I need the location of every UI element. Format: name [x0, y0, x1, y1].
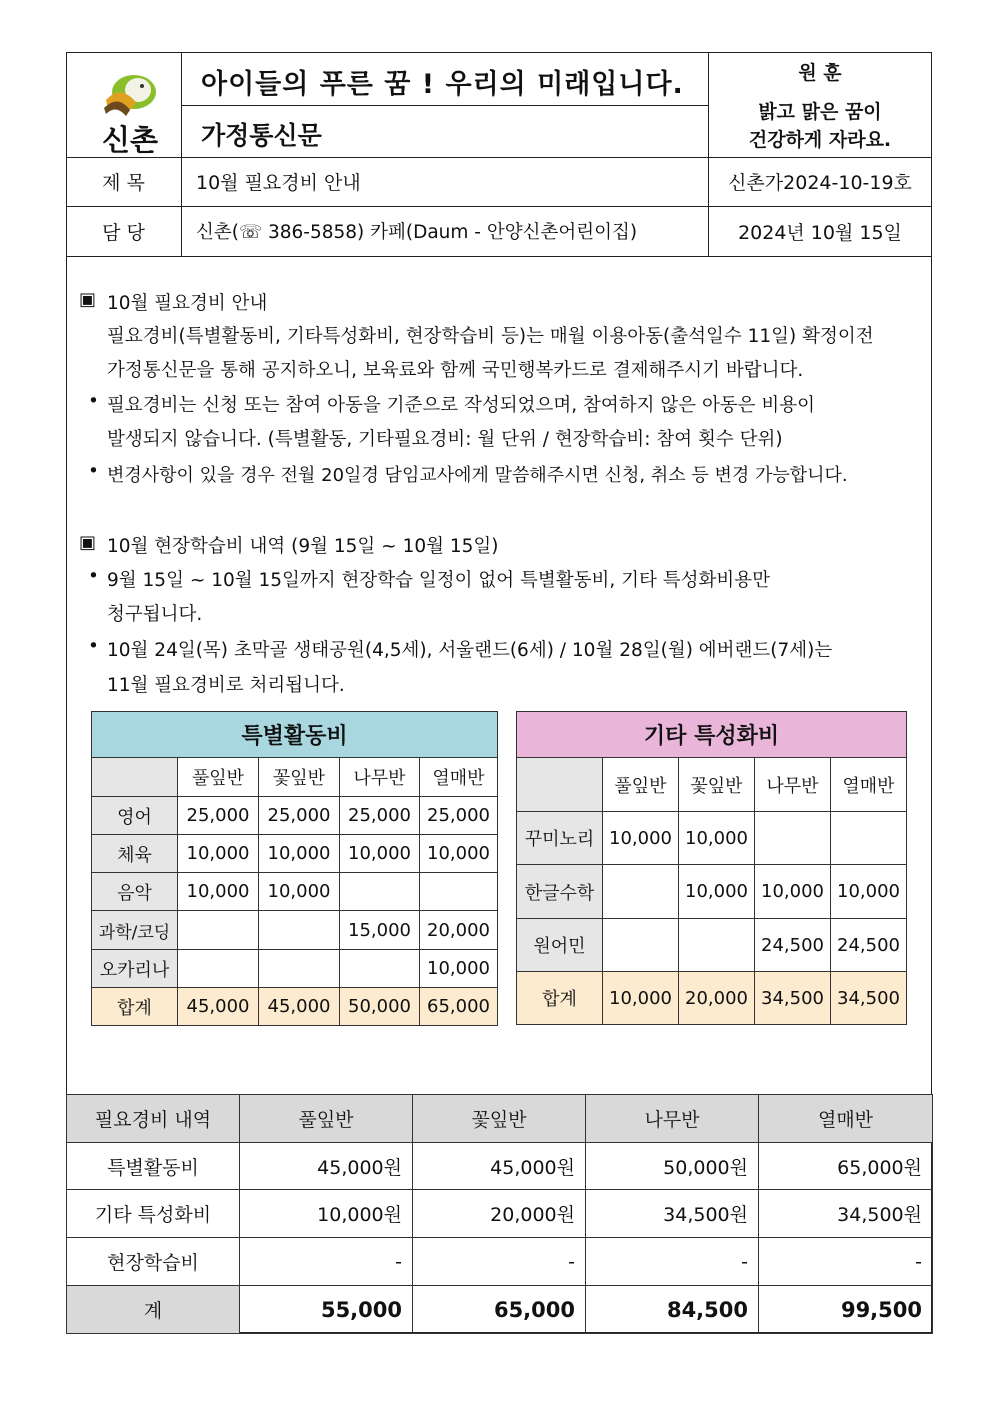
column-header: 풀잎반: [178, 758, 259, 797]
bullet-icon: •: [88, 391, 99, 412]
summary-table: [66, 1094, 933, 1334]
cell: 10,000: [755, 865, 831, 919]
cell: 20,000원: [413, 1190, 586, 1238]
motto-title: 원 훈: [798, 62, 842, 84]
bullet-text: 11월 필요경비로 처리됩니다.: [107, 675, 345, 696]
page-title: 가정통신문: [201, 121, 322, 150]
total-label: 합계: [92, 988, 178, 1026]
issue-date: 2024년 10월 15일: [738, 222, 902, 244]
section-title: 10월 현장학습비 내역 (9월 15일 ~ 10월 15일): [107, 536, 499, 557]
column-header: 열매반: [420, 758, 498, 797]
square-bullet-icon: ▣: [79, 532, 97, 553]
column-header: 나무반: [586, 1095, 759, 1143]
bullet-text: 변경사항이 있을 경우 전월 20일경 담임교사에게 말씀해주시면 신청, 취소 등 변경 가능합니다.: [107, 465, 848, 486]
cell: [420, 873, 498, 911]
row-label: 영어: [92, 797, 178, 835]
corner-cell: [92, 758, 178, 797]
row-label: 음악: [92, 873, 178, 911]
column-header: 꽃잎반: [679, 758, 755, 812]
contact-label: 담 당: [102, 222, 145, 244]
column-header: 꽃잎반: [259, 758, 340, 797]
divider: [181, 52, 182, 256]
divider: [66, 256, 932, 257]
cell: 10,000: [420, 950, 498, 988]
column-header: 필요경비 내역: [67, 1095, 240, 1143]
cell: 45,000원: [240, 1143, 413, 1190]
cell: -: [413, 1238, 586, 1286]
paragraph: 가정통신문을 통해 공지하오니, 보육료와 함께 국민행복카드로 결제해주시기 바랍니다.: [107, 360, 804, 381]
row-label: 현장학습비: [67, 1238, 240, 1286]
total-label: 계: [67, 1286, 240, 1334]
bullet-icon: •: [88, 566, 99, 587]
row-label: 체육: [92, 835, 178, 873]
total-cell: 34,500: [831, 972, 907, 1025]
square-bullet-icon: ▣: [79, 289, 97, 310]
row-label: 기타 특성화비: [67, 1190, 240, 1238]
cell: 25,000: [420, 797, 498, 835]
cell: 24,500: [831, 919, 907, 972]
cell: -: [586, 1238, 759, 1286]
bullet-text: 9월 15일 ~ 10월 15일까지 현장학습 일정이 없어 특별활동비, 기타 특성화비용만: [107, 570, 770, 591]
cell: -: [240, 1238, 413, 1286]
cell: [340, 873, 420, 911]
cell: 10,000: [679, 865, 755, 919]
total-cell: 20,000: [679, 972, 755, 1025]
total-cell: 65,000: [413, 1286, 586, 1334]
cell: 65,000원: [759, 1143, 933, 1190]
cell: [259, 911, 340, 950]
cell: 25,000: [340, 797, 420, 835]
row-label: 원어민: [517, 919, 603, 972]
table-title: 특별활동비: [92, 712, 498, 758]
cell: 10,000: [178, 873, 259, 911]
cell: -: [759, 1238, 933, 1286]
corner-cell: [517, 758, 603, 812]
column-header: 나무반: [755, 758, 831, 812]
bullet-text: 10월 24일(목) 초막골 생태공원(4,5세), 서울랜드(6세) / 10월 28일(월) 에버랜드(7세)는: [107, 640, 833, 661]
subject-label: 제 목: [102, 172, 145, 194]
cell: [340, 950, 420, 988]
cell: 10,000: [420, 835, 498, 873]
column-header: 풀잎반: [240, 1095, 413, 1143]
table-title: 기타 특성화비: [517, 712, 907, 758]
section-title: 10월 필요경비 안내: [107, 293, 268, 314]
contact: 신촌(☏ 386-5858) 카페(Daum - 안양신촌어린이집): [196, 222, 638, 243]
row-label: 한글수학: [517, 865, 603, 919]
cell: 50,000원: [586, 1143, 759, 1190]
column-header: 풀잎반: [603, 758, 679, 812]
total-cell: 34,500: [755, 972, 831, 1025]
logo-text: 신촌: [102, 123, 159, 157]
etc-specialization-table: [516, 711, 907, 1025]
bullet-icon: •: [88, 461, 99, 482]
total-cell: 10,000: [603, 972, 679, 1025]
logo-icon: [100, 70, 160, 120]
cell: 20,000: [420, 911, 498, 950]
issue-number: 신촌가2024-10-19호: [728, 172, 912, 194]
cell: [603, 865, 679, 919]
cell: 25,000: [259, 797, 340, 835]
cell: 10,000원: [240, 1190, 413, 1238]
divider: [181, 105, 708, 106]
column-header: 나무반: [340, 758, 420, 797]
paragraph: 필요경비(특별활동비, 기타특성화비, 현장학습비 등)는 매월 이용아동(출석일수 11일) 확정이전: [107, 326, 874, 347]
subject: 10월 필요경비 안내: [196, 172, 361, 194]
cell: 10,000: [259, 835, 340, 873]
motto-line: 밝고 맑은 꿈이: [758, 101, 882, 123]
cell: [679, 919, 755, 972]
cell: 15,000: [340, 911, 420, 950]
total-cell: 84,500: [586, 1286, 759, 1334]
divider: [66, 157, 932, 158]
bullet-text: 필요경비는 신청 또는 참여 아동을 기준으로 작성되었으며, 참여하지 않은 아동은 비용이: [107, 395, 816, 416]
cell: 34,500원: [586, 1190, 759, 1238]
row-label: 오카리나: [92, 950, 178, 988]
motto-line: 건강하게 자라요.: [748, 129, 892, 151]
special-activity-table: [91, 711, 498, 1026]
total-cell: 55,000: [240, 1286, 413, 1334]
total-cell: 45,000: [178, 988, 259, 1026]
cell: [178, 911, 259, 950]
row-label: 과학/코딩: [92, 911, 178, 950]
bullet-text: 청구됩니다.: [107, 604, 203, 625]
cell: [259, 950, 340, 988]
cell: 10,000: [831, 865, 907, 919]
column-header: 열매반: [759, 1095, 933, 1143]
cell: [603, 919, 679, 972]
cell: 10,000: [679, 812, 755, 865]
cell: [831, 812, 907, 865]
cell: 10,000: [603, 812, 679, 865]
column-header: 열매반: [831, 758, 907, 812]
slogan: 아이들의 푸른 꿈 ! 우리의 미래입니다.: [201, 69, 684, 100]
row-label: 꾸미노리: [517, 812, 603, 865]
bullet-icon: •: [88, 636, 99, 657]
bullet-text: 발생되지 않습니다. (특별활동, 기타필요경비: 월 단위 / 현장학습비: 참여 횟수 단위): [107, 429, 783, 450]
total-cell: 99,500: [759, 1286, 933, 1334]
cell: 25,000: [178, 797, 259, 835]
total-cell: 65,000: [420, 988, 498, 1026]
cell: 10,000: [178, 835, 259, 873]
cell: 34,500원: [759, 1190, 933, 1238]
divider: [66, 206, 932, 207]
cell: [755, 812, 831, 865]
cell: 10,000: [340, 835, 420, 873]
cell: 24,500: [755, 919, 831, 972]
total-label: 합계: [517, 972, 603, 1025]
row-label: 특별활동비: [67, 1143, 240, 1190]
cell: [178, 950, 259, 988]
cell: 10,000: [259, 873, 340, 911]
cell: 45,000원: [413, 1143, 586, 1190]
total-cell: 50,000: [340, 988, 420, 1026]
total-cell: 45,000: [259, 988, 340, 1026]
column-header: 꽃잎반: [413, 1095, 586, 1143]
